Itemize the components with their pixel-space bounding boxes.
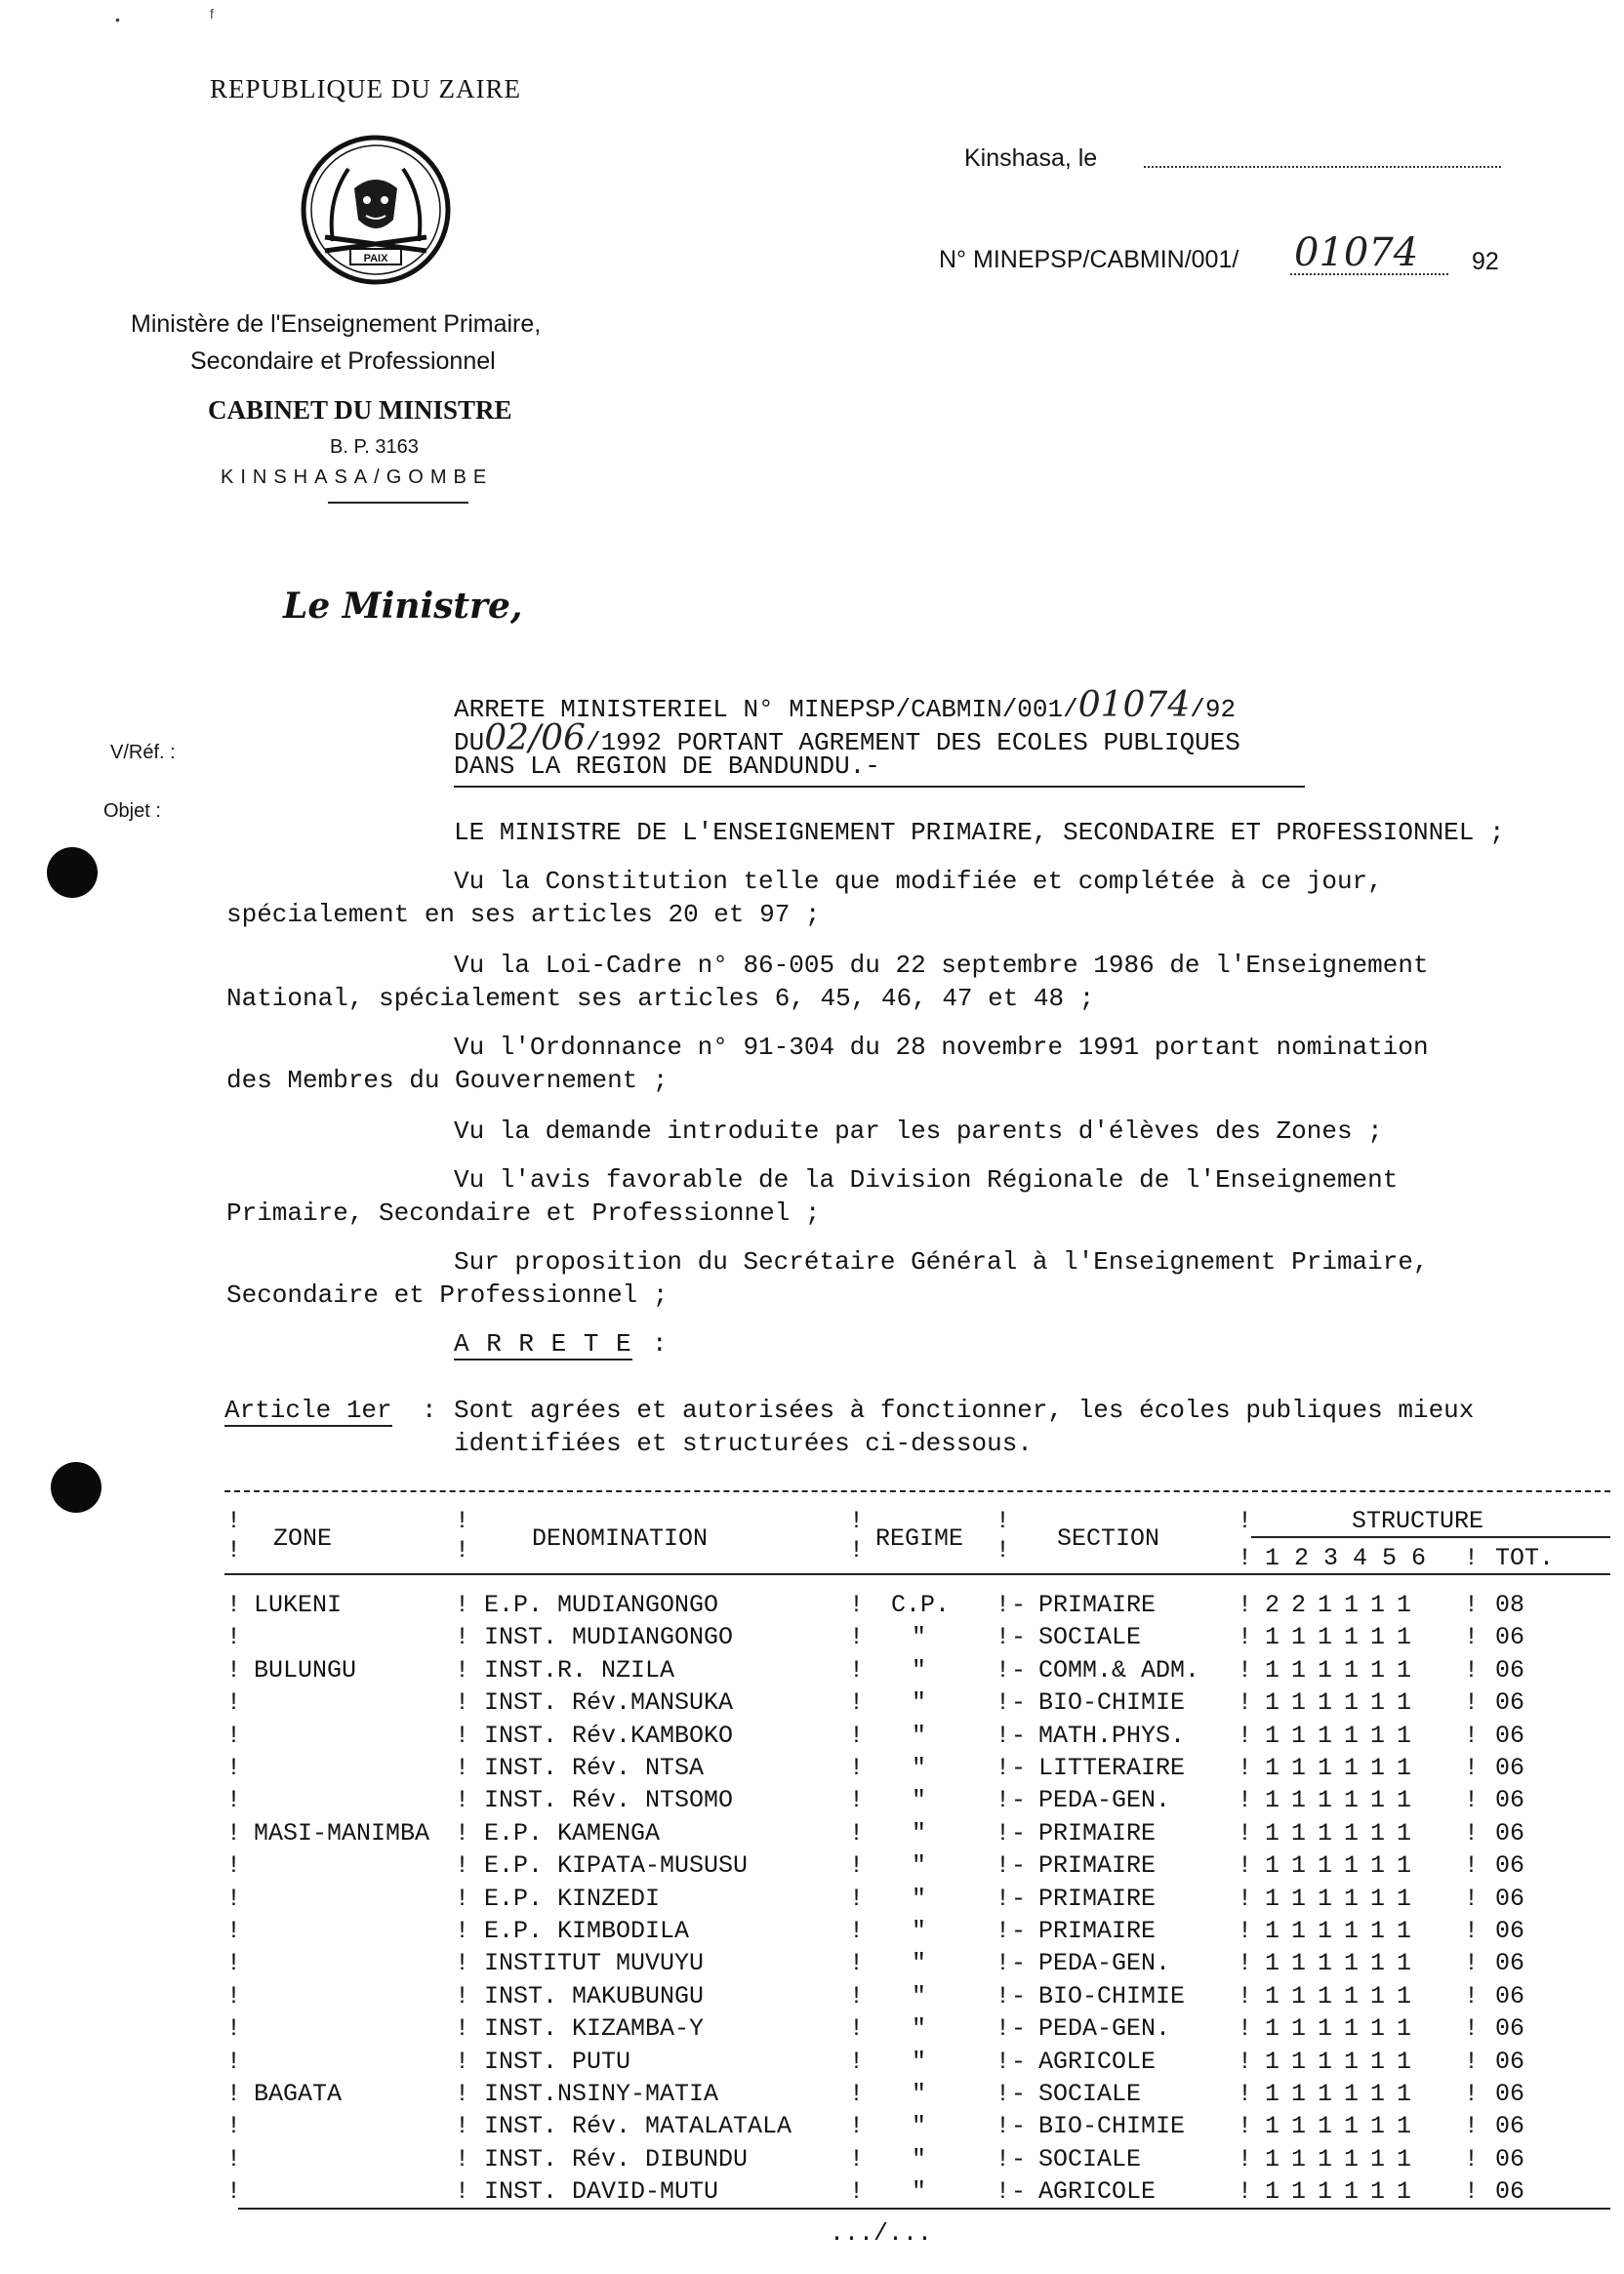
article-text-1: Sont agrées et autorisées à fonctionner, les écoles publiques mieux	[454, 1396, 1475, 1425]
column-separator: !	[455, 1623, 470, 1651]
column-separator: !	[1238, 2112, 1253, 2140]
section-dash: -	[1011, 1949, 1027, 1977]
total-cell: 06	[1495, 2048, 1525, 2076]
column-separator: !	[995, 1656, 1011, 1685]
column-separator: !	[226, 1851, 242, 1880]
column-separator: !	[226, 1885, 242, 1913]
city-line: KINSHASA/GOMBE	[221, 467, 494, 488]
total-cell: 06	[1495, 1754, 1525, 1782]
section-cell: PRIMAIRE	[1038, 1591, 1157, 1619]
denomination-cell: INST. Rév.KAMBOKO	[484, 1722, 734, 1750]
column-separator: !	[849, 1885, 865, 1913]
postal-box: B. P. 3163	[330, 436, 419, 458]
citation-avis-2: Primaire, Secondaire et Professionnel ;	[226, 1198, 821, 1228]
column-separator: !	[455, 1786, 470, 1814]
section-cell: PRIMAIRE	[1038, 1851, 1157, 1880]
article-colon: :	[422, 1396, 437, 1425]
column-separator: !	[226, 1917, 242, 1945]
zone-cell: BAGATA	[254, 2080, 343, 2108]
column-separator: !	[455, 2080, 470, 2108]
decree-date-handwritten: 02/06	[484, 718, 586, 758]
denomination-cell: INST. Rév. DIBUNDU	[484, 2145, 749, 2173]
punch-hole-lower	[51, 1462, 102, 1513]
header-denomination: DENOMINATION	[532, 1524, 709, 1553]
column-separator: !	[455, 1591, 470, 1619]
structure-header-rule	[1251, 1536, 1610, 1538]
column-separator: !	[849, 1722, 865, 1750]
column-separator: !	[226, 2080, 242, 2108]
structure-cell: 111111	[1265, 2112, 1424, 2140]
total-cell: 06	[1495, 1656, 1525, 1685]
column-separator: !	[1238, 2080, 1253, 2108]
column-separator: !	[1238, 1591, 1253, 1619]
column-separator: !	[455, 1688, 470, 1717]
column-separator: !	[995, 1754, 1011, 1782]
total-cell: 06	[1495, 2080, 1525, 2108]
column-separator: !	[1238, 1819, 1253, 1848]
column-separator: !	[1464, 1982, 1480, 2010]
section-cell: PRIMAIRE	[1038, 1885, 1157, 1913]
total-cell: 06	[1495, 2145, 1525, 2173]
column-separator: !	[1238, 2048, 1253, 2076]
column-separator: !	[849, 1754, 865, 1782]
continuation-mark: .../...	[830, 2219, 933, 2248]
column-separator: !	[226, 1982, 242, 2010]
structure-cell: 111111	[1265, 1819, 1424, 1848]
header-section: SECTION	[1057, 1524, 1160, 1553]
ministry-line-2: Secondaire et Professionnel	[190, 347, 496, 375]
structure-cell: 111111	[1265, 1885, 1424, 1913]
citation-avis-1: Vu l'avis favorable de la Division Régionale de l'Enseignement	[454, 1165, 1399, 1195]
column-separator: !	[995, 2112, 1011, 2140]
structure-cell: 111111	[1265, 2048, 1424, 2076]
column-separator: !	[226, 1688, 242, 1717]
column-separator: !	[226, 1949, 242, 1977]
table-top-rule	[224, 1490, 1610, 1492]
place-date-label: Kinshasa, le	[964, 144, 1098, 172]
column-separator: !	[849, 1591, 865, 1619]
column-separator: !	[1238, 1982, 1253, 2010]
column-separator: !	[995, 1786, 1011, 1814]
column-separator: !	[455, 2112, 470, 2140]
citation-proposition-2: Secondaire et Professionnel ;	[226, 1280, 669, 1310]
section-dash: -	[1011, 1917, 1027, 1945]
regime-cell: "	[912, 1786, 927, 1814]
column-separator: !	[995, 1623, 1011, 1651]
regime-cell: "	[912, 2177, 927, 2206]
column-separator: !	[995, 1819, 1011, 1848]
decree-title-line2: /1992 PORTANT AGREMENT DES ECOLES PUBLIQUES	[585, 728, 1240, 757]
regime-cell: "	[912, 2112, 927, 2140]
reference-year: 92	[1472, 248, 1499, 275]
column-separator: !	[995, 1851, 1011, 1880]
column-separator: !	[849, 1982, 865, 2010]
column-separator: !	[849, 1949, 865, 1977]
denomination-cell: INST. PUTU	[484, 2048, 631, 2076]
decree-year-suffix: /92	[1190, 695, 1237, 724]
section-dash: -	[1011, 1819, 1027, 1848]
regime-cell: "	[912, 1722, 927, 1750]
decree-date-prefix: DU	[454, 728, 485, 757]
column-separator: !	[226, 1754, 242, 1782]
column-separator: !	[226, 1819, 242, 1848]
column-separator: !	[849, 2145, 865, 2173]
total-cell: 06	[1495, 1688, 1525, 1717]
structure-cell: 111111	[1265, 1623, 1424, 1651]
denomination-cell: INST. MUDIANGONGO	[484, 1623, 734, 1651]
structure-cell: 111111	[1265, 2080, 1424, 2108]
reference-handwritten-number: 01074	[1294, 230, 1419, 275]
column-separator: !	[1238, 1754, 1253, 1782]
column-separator: !	[995, 2145, 1011, 2173]
column-separator: !	[849, 1688, 865, 1717]
column-separator: !	[455, 1819, 470, 1848]
column-separator: !	[455, 1949, 470, 1977]
column-separator: !	[995, 1917, 1011, 1945]
section-dash: -	[1011, 2014, 1027, 2043]
denomination-cell: E.P. MUDIANGONGO	[484, 1591, 719, 1619]
cabinet-title: CABINET DU MINISTRE	[208, 395, 512, 425]
section-cell: AGRICOLE	[1038, 2048, 1157, 2076]
column-separator: !	[455, 1754, 470, 1782]
column-separator: !	[1464, 1885, 1480, 1913]
column-separator: !	[1464, 1688, 1480, 1717]
column-separator: !	[849, 1623, 865, 1651]
column-separator: !	[1464, 2112, 1480, 2140]
column-separator: !	[1464, 1819, 1480, 1848]
denomination-cell: INST.R. NZILA	[484, 1656, 675, 1685]
denomination-cell: INST.NSINY-MATIA	[484, 2080, 719, 2108]
column-separator: !	[226, 1623, 242, 1651]
structure-cell: 111111	[1265, 1949, 1424, 1977]
denomination-cell: INST. DAVID-MUTU	[484, 2177, 719, 2206]
ministry-line-1: Ministère de l'Enseignement Primaire,	[131, 310, 542, 338]
column-separator: !	[226, 1722, 242, 1750]
column-separator: !	[849, 1819, 865, 1848]
section-dash: -	[1011, 1656, 1027, 1685]
signatory-heading: Le Ministre,	[283, 586, 523, 627]
total-cell: 06	[1495, 2177, 1525, 2206]
column-separator: !	[1238, 1623, 1253, 1651]
emblem-motto: PAIX	[363, 253, 388, 264]
header-regime: REGIME	[875, 1524, 964, 1553]
denomination-cell: E.P. KINZEDI	[484, 1885, 661, 1913]
total-cell: 06	[1495, 1722, 1525, 1750]
section-dash: -	[1011, 2145, 1027, 2173]
national-emblem	[298, 132, 454, 288]
structure-cell: 111111	[1265, 1656, 1424, 1685]
section-cell: SOCIALE	[1038, 2145, 1142, 2173]
section-dash: -	[1011, 1982, 1027, 2010]
column-separator: !	[455, 1656, 470, 1685]
column-separator: !	[1464, 2145, 1480, 2173]
column-separator: !	[849, 1656, 865, 1685]
structure-cell: 111111	[1265, 1851, 1424, 1880]
regime-cell: "	[912, 2145, 927, 2173]
regime-cell: "	[912, 1819, 927, 1848]
section-cell: PEDA-GEN.	[1038, 1949, 1171, 1977]
margin-dot: •	[115, 12, 120, 27]
structure-cell: 221111	[1265, 1591, 1424, 1619]
denomination-cell: INSTITUT MUVUYU	[484, 1949, 705, 1977]
total-cell: 06	[1495, 2112, 1525, 2140]
column-separator: !	[1464, 1623, 1480, 1651]
regime-cell: "	[912, 1688, 927, 1717]
total-cell: 06	[1495, 1885, 1525, 1913]
section-dash: -	[1011, 1851, 1027, 1880]
regime-cell: "	[912, 1885, 927, 1913]
section-dash: -	[1011, 2080, 1027, 2108]
section-dash: -	[1011, 2112, 1027, 2140]
column-separator: !	[1464, 1786, 1480, 1814]
table-bottom-rule	[238, 2208, 1610, 2210]
regime-cell: "	[912, 1917, 927, 1945]
regime-cell: "	[912, 1754, 927, 1782]
column-separator: !	[1238, 1786, 1253, 1814]
section-cell: MATH.PHYS.	[1038, 1722, 1186, 1750]
decree-number-handwritten: 01074	[1077, 685, 1191, 725]
section-dash: -	[1011, 2177, 1027, 2206]
section-dash: -	[1011, 1591, 1027, 1619]
header-structure-years: 1 2 3 4 5 6	[1265, 1544, 1427, 1572]
section-cell: SOCIALE	[1038, 2080, 1142, 2108]
section-cell: PRIMAIRE	[1038, 1819, 1157, 1848]
column-separator: !	[1238, 1885, 1253, 1913]
column-separator: !	[849, 1786, 865, 1814]
column-separator: !	[1238, 2177, 1253, 2206]
header-structure: STRUCTURE	[1352, 1507, 1484, 1535]
column-separator: !	[455, 2177, 470, 2206]
column-separator: !	[849, 2048, 865, 2076]
total-cell: 06	[1495, 1786, 1525, 1814]
column-separator: !	[995, 1982, 1011, 2010]
column-separator: !	[995, 1722, 1011, 1750]
column-separator: !	[849, 2014, 865, 2043]
regime-cell: "	[912, 2014, 927, 2043]
column-separator: !	[226, 2177, 242, 2206]
arrete-colon: :	[652, 1329, 668, 1359]
decree-title-line1: ARRETE MINISTERIEL N° MINEPSP/CABMIN/001/	[454, 695, 1078, 724]
regime-cell: "	[912, 1982, 927, 2010]
citation-loi-cadre-2: National, spécialement ses articles 6, 45, 46, 47 et 48 ;	[226, 984, 1095, 1013]
column-separator: !	[226, 1786, 242, 1814]
regime-cell: "	[912, 1851, 927, 1880]
column-separator: !	[995, 2080, 1011, 2108]
zone-cell: MASI-MANIMBA	[254, 1819, 430, 1848]
section-dash: -	[1011, 1688, 1027, 1717]
citation-demande: Vu la demande introduite par les parents d'élèves des Zones ;	[454, 1117, 1383, 1146]
denomination-cell: INST. Rév. NTSOMO	[484, 1786, 734, 1814]
section-cell: BIO-CHIMIE	[1038, 2112, 1186, 2140]
total-cell: 06	[1495, 1917, 1525, 1945]
section-dash: -	[1011, 1754, 1027, 1782]
column-separator: !	[849, 2080, 865, 2108]
subject-label: Objet :	[103, 800, 161, 822]
regime-cell: "	[912, 1949, 927, 1977]
total-cell: 06	[1495, 1623, 1525, 1651]
column-separator: !	[1464, 1851, 1480, 1880]
column-separator: !	[455, 1851, 470, 1880]
header-total: TOT.	[1495, 1544, 1555, 1572]
arrete-heading: A R R E T E	[454, 1329, 632, 1359]
column-separator: !	[1464, 1591, 1480, 1619]
column-separator: !	[1238, 1656, 1253, 1685]
column-separator: !	[1464, 1917, 1480, 1945]
denomination-cell: INST. MAKUBUNGU	[484, 1982, 705, 2010]
column-separator: !	[455, 1885, 470, 1913]
article-text-2: identifiées et structurées ci-dessous.	[454, 1429, 1033, 1458]
column-separator: !	[226, 2145, 242, 2173]
margin-tick: f	[210, 6, 214, 21]
total-cell: 06	[1495, 1982, 1525, 2010]
column-separator: !	[226, 2014, 242, 2043]
structure-cell: 111111	[1265, 1722, 1424, 1750]
citation-ordonnance-2: des Membres du Gouvernement ;	[226, 1066, 669, 1095]
column-separator: !	[455, 2048, 470, 2076]
structure-cell: 111111	[1265, 2177, 1424, 2206]
structure-cell: 111111	[1265, 1786, 1424, 1814]
column-separator: !	[849, 2177, 865, 2206]
column-separator: !	[1238, 1949, 1253, 1977]
total-cell: 06	[1495, 1949, 1525, 1977]
structure-cell: 111111	[1265, 1917, 1424, 1945]
reference-dotted-line	[1290, 273, 1448, 275]
structure-cell: 111111	[1265, 1754, 1424, 1782]
total-cell: 06	[1495, 1819, 1525, 1848]
column-separator: !	[1238, 1688, 1253, 1717]
section-cell: BIO-CHIMIE	[1038, 1982, 1186, 2010]
total-cell: 06	[1495, 2014, 1525, 2043]
country-name: REPUBLIQUE DU ZAIRE	[210, 74, 521, 103]
header-underline	[328, 502, 468, 504]
section-dash: -	[1011, 1786, 1027, 1814]
header-zone: ZONE	[273, 1524, 333, 1553]
denomination-cell: E.P. KAMENGA	[484, 1819, 661, 1848]
zone-cell: LUKENI	[254, 1591, 343, 1619]
column-separator: !	[849, 1851, 865, 1880]
minister-line: LE MINISTRE DE L'ENSEIGNEMENT PRIMAIRE, SECONDAIRE ET PROFESSIONNEL ;	[454, 818, 1505, 847]
section-cell: PEDA-GEN.	[1038, 2014, 1171, 2043]
section-cell: AGRICOLE	[1038, 2177, 1157, 2206]
column-separator: !	[455, 1722, 470, 1750]
column-separator: !	[849, 2112, 865, 2140]
structure-cell: 111111	[1265, 1982, 1424, 2010]
citation-loi-cadre-1: Vu la Loi-Cadre n° 86-005 du 22 septembre 1986 de l'Enseignement	[454, 951, 1429, 980]
column-separator: !	[995, 1591, 1011, 1619]
column-separator: !	[1238, 1917, 1253, 1945]
regime-cell: C.P.	[891, 1591, 951, 1619]
regime-cell: "	[912, 2080, 927, 2108]
citation-ordonnance-1: Vu l'Ordonnance n° 91-304 du 28 novembre 1991 portant nomination	[454, 1033, 1429, 1062]
column-separator: !	[226, 2112, 242, 2140]
column-separator: !	[995, 1688, 1011, 1717]
section-cell: LITTERAIRE	[1038, 1754, 1186, 1782]
column-separator: !	[1238, 2145, 1253, 2173]
column-separator: !	[1238, 2014, 1253, 2043]
decree-title-line3: DANS LA REGION DE BANDUNDU.-	[454, 751, 880, 781]
date-dotted-line	[1144, 166, 1501, 168]
column-separator: !	[455, 1982, 470, 2010]
denomination-cell: E.P. KIPATA-MUSUSU	[484, 1851, 749, 1880]
section-dash: -	[1011, 2048, 1027, 2076]
structure-cell: 111111	[1265, 2145, 1424, 2173]
section-cell: BIO-CHIMIE	[1038, 1688, 1186, 1717]
column-separator: !	[1464, 2177, 1480, 2206]
punch-hole-upper	[47, 847, 98, 898]
regime-cell: "	[912, 1656, 927, 1685]
column-separator: !	[995, 2014, 1011, 2043]
denomination-cell: INST. Rév. MATALATALA	[484, 2112, 792, 2140]
zone-cell: BULUNGU	[254, 1656, 357, 1685]
column-separator: !	[226, 1656, 242, 1685]
article-label: Article 1er	[224, 1396, 392, 1425]
section-cell: PEDA-GEN.	[1038, 1786, 1171, 1814]
column-separator: !	[1464, 2014, 1480, 2043]
column-separator: !	[1464, 2080, 1480, 2108]
column-separator: !	[226, 2048, 242, 2076]
structure-cell: 111111	[1265, 2014, 1424, 2043]
denomination-cell: E.P. KIMBODILA	[484, 1917, 690, 1945]
citation-constitution-2: spécialement en ses articles 20 et 97 ;	[226, 900, 821, 929]
section-cell: PRIMAIRE	[1038, 1917, 1157, 1945]
section-cell: SOCIALE	[1038, 1623, 1142, 1651]
denomination-cell: INST. Rév.MANSUKA	[484, 1688, 734, 1717]
column-separator: !	[455, 2014, 470, 2043]
structure-cell: 111111	[1265, 1688, 1424, 1717]
table-header-rule	[224, 1573, 1610, 1575]
column-separator: !	[1464, 2048, 1480, 2076]
column-separator: !	[995, 2177, 1011, 2206]
column-separator: !	[1464, 1722, 1480, 1750]
section-dash: -	[1011, 1885, 1027, 1913]
total-cell: 06	[1495, 1851, 1525, 1880]
column-separator: !	[455, 1917, 470, 1945]
column-separator: !	[1464, 1754, 1480, 1782]
section-dash: -	[1011, 1722, 1027, 1750]
column-separator: !	[1238, 1851, 1253, 1880]
column-separator: !	[1464, 1656, 1480, 1685]
regime-cell: "	[912, 2048, 927, 2076]
column-separator: !	[455, 2145, 470, 2173]
section-cell: COMM.& ADM.	[1038, 1656, 1200, 1685]
column-separator: !	[995, 1949, 1011, 1977]
column-separator: !	[849, 1917, 865, 1945]
section-dash: -	[1011, 1623, 1027, 1651]
reference-prefix: N° MINEPSP/CABMIN/001/	[939, 246, 1239, 273]
column-separator: !	[1238, 1722, 1253, 1750]
column-separator: !	[995, 2048, 1011, 2076]
your-reference-label: V/Réf. :	[110, 742, 176, 763]
citation-proposition-1: Sur proposition du Secrétaire Général à l'Enseignement Primaire,	[454, 1247, 1429, 1277]
citation-constitution-1: Vu la Constitution telle que modifiée et complétée à ce jour,	[454, 867, 1383, 896]
column-separator: !	[1464, 1949, 1480, 1977]
column-separator: !	[226, 1591, 242, 1619]
column-separator: !	[995, 1885, 1011, 1913]
denomination-cell: INST. Rév. NTSA	[484, 1754, 705, 1782]
denomination-cell: INST. KIZAMBA-Y	[484, 2014, 705, 2043]
total-cell: 08	[1495, 1591, 1525, 1619]
regime-cell: "	[912, 1623, 927, 1651]
decree-title-underline	[454, 786, 1305, 788]
